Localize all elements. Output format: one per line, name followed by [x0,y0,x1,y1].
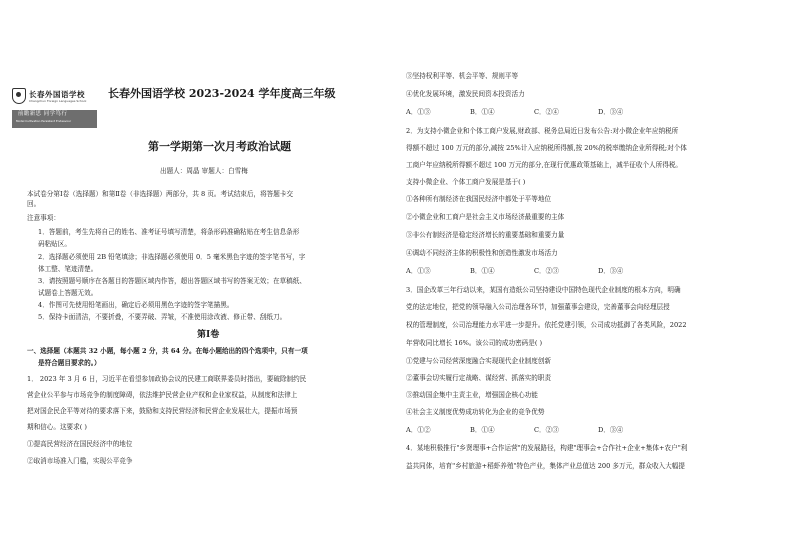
exam-title-line1: 长春外国语学校 2023-2024 学年度高三年级 [108,87,336,100]
question-3-line: 年营收同比增长 16%。该公司的成功密码是( ) [406,339,543,347]
choice-a: A．①③ [406,108,431,116]
question-3-line: 权的管理制度，公司治理能力水平进一步提升。依托党建引领，公司成功抵御了各类风险，2022 [406,321,687,329]
notice-heading: 注意事项： [27,214,60,222]
school-crest-icon [12,88,26,104]
school-logo [10,83,105,129]
question-1-option: ③坚持权利平等、机会平等、规则平等 [406,72,519,80]
question-1-option: ④优化发展环境，激发民间资本投资活力 [406,90,525,98]
instruction-line: 本试卷分第Ⅰ卷（选择题）和第Ⅱ卷（非选择题）两部分，共 8 页。考试结束后，将答题卡交 [27,190,294,198]
question-1-option: ①提高民营经济在国民经济中的地位 [27,440,133,448]
question-2-option: ①各种所有制经济在我国民经济中都处于平等地位 [406,195,552,203]
notice-item: 码粘贴区。 [38,240,71,248]
choice-d: D．③④ [598,108,624,116]
section-title: 第Ⅰ卷 [197,330,220,340]
question-2-line: 工商户年应纳税所得额不超过 100 万元的部分,在现行优惠政策基础上，减半征收个人所得税。 [406,161,683,169]
question-2-option: ③非公有制经济是稳定经济增长的重要基础和重要力量 [406,231,565,239]
choice-c: C．②④ [534,108,559,116]
question-2-option: ②小微企业和工商户是社会主义市场经济最重要的主体 [406,213,565,221]
choice-c: C．②③ [534,426,559,434]
question-3-line: 党的法定地位，把党的领导融入公司治理各环节，加强董事会建设，完善董事会向经理层授 [406,303,670,311]
exam-title-line2: 第一学期第一次月考政治试题 [148,140,291,153]
choice-a: A．①③ [406,267,431,275]
question-3-line: 3．国企改革三年行动以来，某国有造纸公司坚持建设中国特色现代企业制度的根本方向，明确 [406,286,681,294]
logo-school-name-en: Changchun Foreign Languages School [29,98,87,103]
question-1-choices [406,107,662,117]
question-3-option: ④社会主义制度优势成功转化为企业的竞争优势 [406,408,545,416]
choice-b: B．①④ [470,108,495,116]
notice-item: 体工整、笔迹清楚。 [38,265,98,273]
question-2-option: ④调动不同经济主体的积极性和创造性激发市场活力 [406,249,558,257]
choice-c: C．②③ [534,267,559,275]
notice-item: 5．保持卡面清洁，不要折叠，不要弄破、弄皱，不准使用涂改液、修正带、刮纸刀。 [38,313,287,321]
choice-b: B．①④ [470,267,495,275]
question-3-option: ①党建与公司经营深度融合实现现代企业制度创新 [406,357,552,365]
question-4-line: 4．某地积极推行"乡贤理事+合作运营"的发展路径，构建"理事会+合作社+企业+集体+农户"利 [406,444,688,452]
choice-a: A．①② [406,426,431,434]
question-3-option: ③推动国企集中主责主业，增强国企核心功能 [406,391,538,399]
question-1-line: 期和信心。这要求( ) [27,423,87,431]
notice-item: 1．答题前，考生先将自己的姓名、准考证号填写清楚，将条形码准确粘贴在考生信息条形 [38,228,300,236]
question-1-line: 1． 2023 年 3 月 6 日，习近平在看望参加政协会议的民建工商联界委员时指出，要破除制约民 [27,375,307,383]
notice-item: 4．作图可先使用铅笔画出，确定后必须用黑色字迹的签字笔描黑。 [38,301,234,309]
question-1-line: 把对国企民企平等对待的要求落下来，鼓励和支持民营经济和民营企业发展壮大，提振市场预 [27,407,298,415]
instruction-line: 回。 [27,200,41,208]
logo-motto-en: Model Cultivation Persistent Endeavour [16,119,72,123]
choice-intro: 一、选择题（本题共 32 小题，每小题 2 分，共 64 分。在每小题给出的四个选项中，只有一项 [27,347,308,355]
question-2-choices [406,266,662,276]
logo-motto: 前瞻新思 同学笃行 [18,111,68,117]
question-3-choices [406,425,662,435]
logo-school-name: 长春外国语学校 [29,89,85,99]
notice-item: 3．请按照题号顺序在各题目的答题区域内作答，超出答题区域书写的答案无效；在草稿纸、 [38,277,306,285]
choice-d: D．③④ [598,426,624,434]
question-1-line: 营企业公平参与市场竞争的制度障碍，依法维护民营企业产权和企业家权益，从制度和法律上 [27,391,298,399]
notice-item: 试题卷上答题无效。 [38,289,98,297]
question-2-line: 2．为支持小微企业和个体工商户发展,财政部、税务总局近日发布公告:对小微企业年应纳税所 [406,127,679,135]
question-3-option: ②董事会切实履行定战略、谋经营、抓落实的职责 [406,374,552,382]
choice-intro: 是符合题目要求的。） [38,359,101,367]
question-2-line: 得额不超过 100 万元的部分,减按 25%计入应纳税所得额,按 20%的税率缴纳企业所得税;对个体 [406,144,687,152]
choice-d: D．③④ [598,267,624,275]
exam-authors: 出题人：周晶 审题人：白雪梅 [160,167,248,175]
question-1-option: ②取消市场准入门槛，实现公平竞争 [27,457,133,465]
question-2-line: 支持小微企业、个体工商户发展是基于( ) [406,178,526,186]
notice-item: 2．选择题必须使用 2B 铅笔填涂；非选择题必须使用 0．5 毫米黑色字迹的签字笔书写，字 [38,253,306,261]
question-4-line: 益共同体，培育"乡村旅游+稻虾养殖"特色产业，集体产业总值达 200 多万元，群众收入大幅提 [406,462,685,470]
choice-b: B．①④ [470,426,495,434]
